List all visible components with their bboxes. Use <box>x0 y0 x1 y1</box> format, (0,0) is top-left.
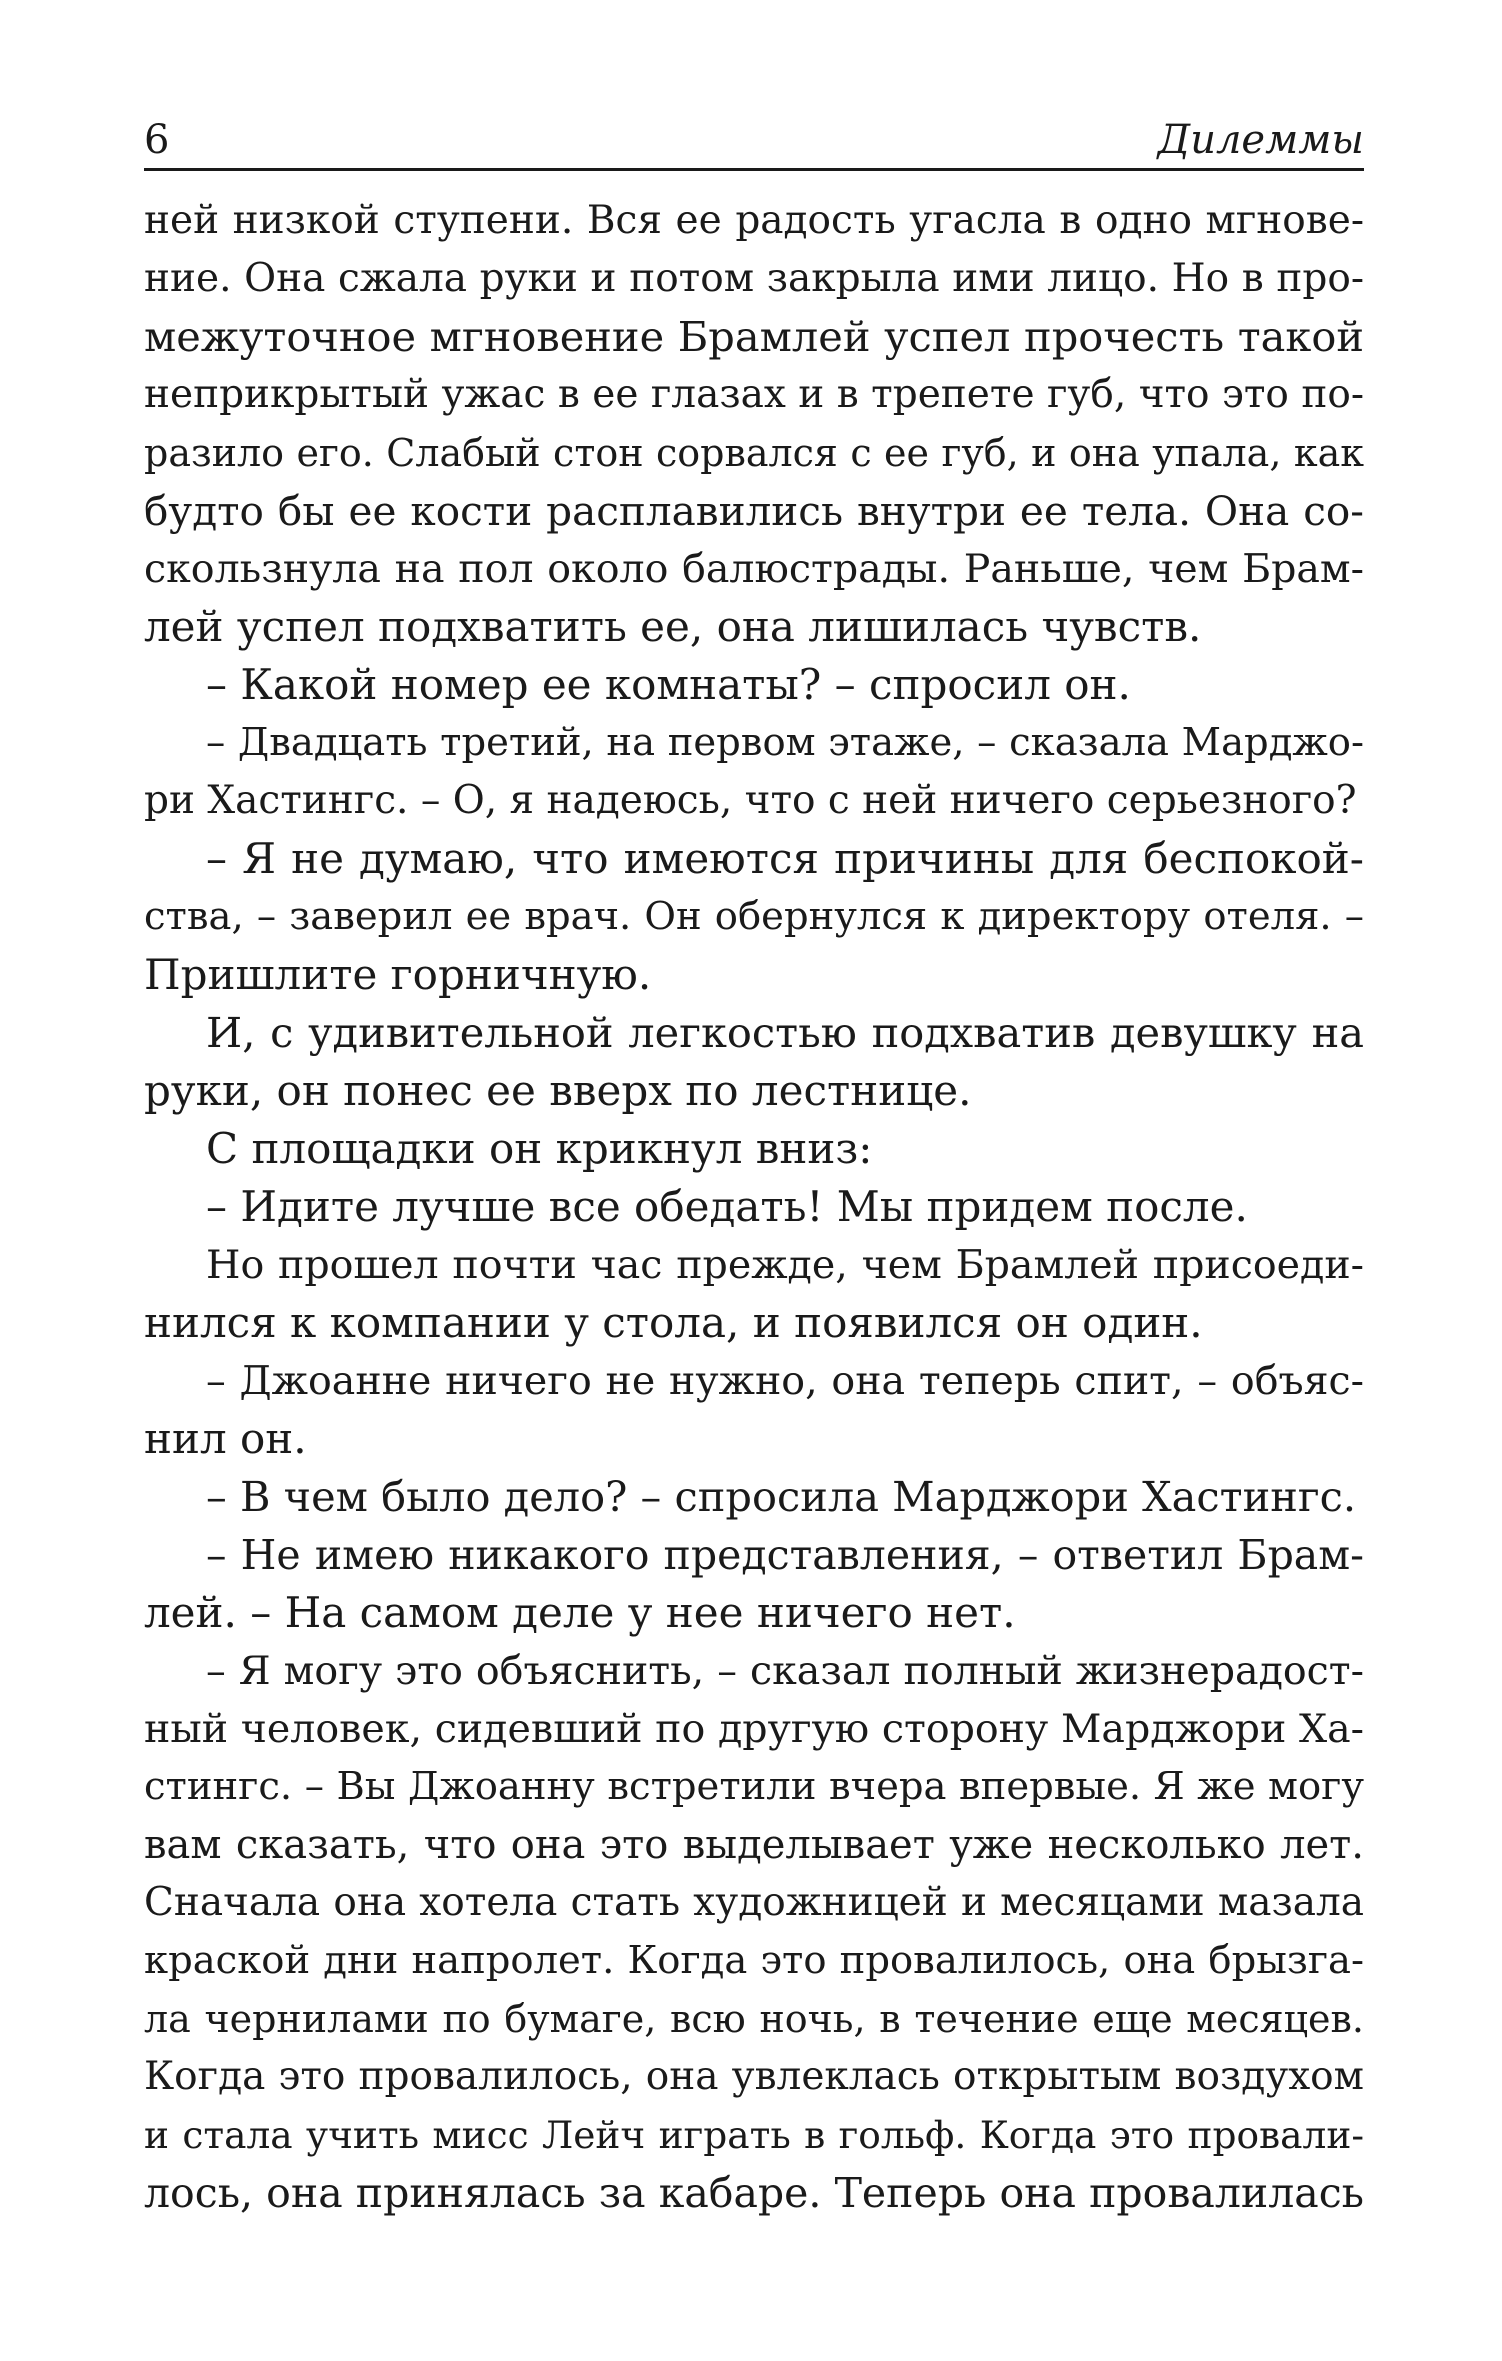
text-line: краской дни напролет. Когда это провалилось, она брызга- <box>144 1938 1364 1983</box>
text-line: нился к компании у стола, и появился он один. <box>144 1298 1203 1347</box>
text-line: лей. – На самом деле у нее ничего нет. <box>144 1588 1016 1637</box>
text-line: – В чем было дело? – спросила Марджори Хастингс. <box>206 1472 1357 1521</box>
running-title: Дилеммы <box>1157 117 1364 163</box>
text-line: ный человек, сидевший по другую сторону Марджори Ха- <box>144 1706 1364 1752</box>
text-body <box>144 192 1364 2222</box>
text-line: ри Хастингс. – О, я надеюсь, что с ней ничего серьезного? <box>144 778 1357 823</box>
text-line: – Двадцать третий, на первом этаже, – сказала Марджо- <box>206 720 1364 765</box>
text-line: межуточное мгновение Брамлей успел прочесть такой <box>144 312 1364 361</box>
text-line: ства, – заверил ее врач. Он обернулся к директору отеля. – <box>144 894 1364 939</box>
text-line: – Какой номер ее комнаты? – спросил он. <box>206 660 1131 709</box>
text-line: Сначала она хотела стать художницей и месяцами мазала <box>144 1880 1364 1925</box>
text-line: ла чернилами по бумаге, всю ночь, в течение еще месяцев. <box>144 1997 1364 2041</box>
text-line: ние. Она сжала руки и потом закрыла ими лицо. Но в про- <box>144 256 1364 301</box>
text-line: И, с удивительной легкостью подхватив девушку на <box>206 1008 1364 1057</box>
text-line: Но прошел почти час прежде, чем Брамлей присоеди- <box>206 1242 1364 1288</box>
text-line: – Не имею никакого представления, – ответил Брам- <box>206 1531 1364 1579</box>
text-line: будто бы ее кости расплавились внутри ее тела. Она со- <box>144 487 1364 535</box>
page-header <box>144 112 1364 171</box>
text-line: – Я не думаю, что имеются причины для беспокой- <box>206 834 1364 883</box>
text-line: С площадки он крикнул вниз: <box>206 1124 873 1173</box>
text-line: – Я могу это объяснить, – сказал полный жизнерадост- <box>206 1648 1364 1694</box>
text-line: вам сказать, что она это выделывает уже несколько лет. <box>144 1822 1364 1868</box>
page-number: 6 <box>144 117 170 163</box>
text-line: скользнула на пол около балюстрады. Раньше, чем Брам- <box>144 546 1364 592</box>
text-line: лей успел подхватить ее, она лишилась чувств. <box>144 602 1202 651</box>
text-line: ней низкой ступени. Вся ее радость угасла в одно мгнове- <box>144 198 1364 243</box>
text-line: лось, она принялась за кабаре. Теперь она провалилась <box>144 2169 1364 2217</box>
text-line: разило его. Слабый стон сорвался с ее губ, и она упала, как <box>144 431 1364 475</box>
text-line: стингс. – Вы Джоанну встретили вчера впервые. Я же могу <box>144 1764 1364 1809</box>
text-line: – Идите лучше все обедать! Мы придем после. <box>206 1182 1248 1231</box>
text-line: нил он. <box>144 1414 307 1463</box>
text-line: – Джоанне ничего не нужно, она теперь спит, – объяс- <box>206 1358 1364 1404</box>
text-line: руки, он понес ее вверх по лестнице. <box>144 1066 972 1115</box>
text-line: Пришлите горничную. <box>144 950 652 999</box>
text-line: и стала учить мисс Лейч играть в гольф. Когда это провали- <box>144 2113 1364 2157</box>
text-line: Когда это провалилось, она увлеклась открытым воздухом <box>144 2054 1364 2099</box>
text-line: неприкрытый ужас в ее глазах и в трепете губ, что это по- <box>144 372 1364 417</box>
